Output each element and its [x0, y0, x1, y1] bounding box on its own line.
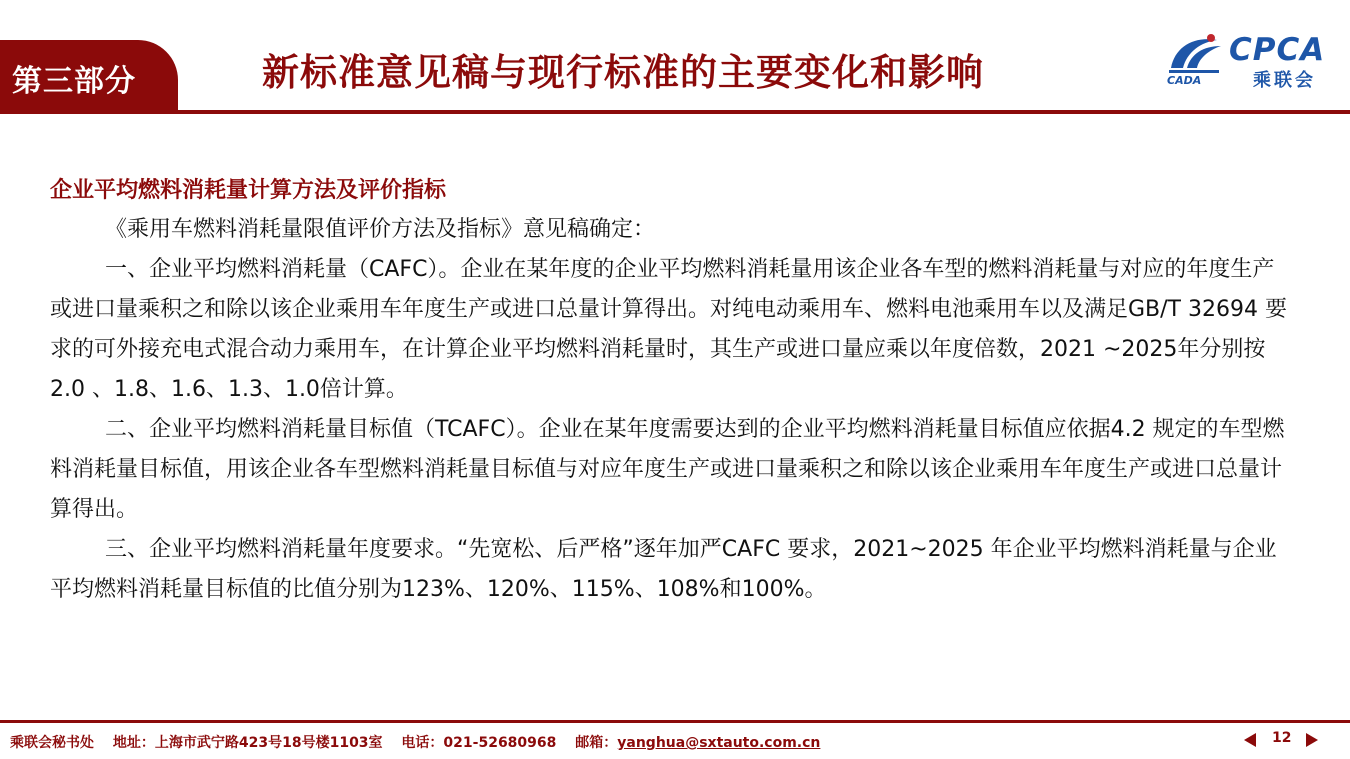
paragraph-annual-requirement: 三、企业平均燃料消耗量年度要求。“先宽松、后严格”逐年加严CAFC 要求，2021~2025 年企业平均燃料消耗量与企业平均燃料消耗量目标值的比值分别为123%、120%、115%、108%和100%。 [50, 537, 1277, 602]
content-heading: 企业平均燃料消耗量计算方法及评价指标 [50, 178, 447, 203]
section-label: 第三部分 [12, 64, 136, 99]
cpca-logo [1165, 30, 1345, 92]
footer-phone: 电话：021-52680968 [401, 735, 557, 751]
footer-address: 地址：上海市武宁路423号18号楼1103室 [112, 735, 383, 751]
cada-text: CADA [1167, 74, 1202, 87]
footer-divider [0, 720, 1350, 723]
section-tab [0, 40, 178, 110]
header-divider [0, 110, 1350, 114]
footer-org: 乘联会秘书处 [10, 735, 94, 751]
prev-slide-icon[interactable] [1244, 733, 1256, 747]
cpca-sub-text: 乘联会 [1253, 70, 1316, 91]
paragraph-intro: 《乘用车燃料消耗量限值评价方法及指标》意见稿确定： [105, 217, 656, 242]
next-slide-icon[interactable] [1306, 733, 1318, 747]
cada-logo-icon [1165, 32, 1229, 80]
cpca-brand-text: CPCA [1229, 32, 1326, 68]
footer-contact [10, 732, 820, 752]
main-content [50, 172, 1290, 610]
page-number: 12 [1272, 730, 1292, 746]
footer-email-label: 邮箱： [575, 735, 618, 751]
paragraph-cafc: 一、企业平均燃料消耗量（CAFC）。企业在某年度的企业平均燃料消耗量用该企业各车型的燃料消耗量与对应的年度生产或进口量乘积之和除以该企业乘用车年度生产或进口总量计算得出。对纯电动乘用车、燃料电池乘用车以及满足GB/T 32694 要求的可外接充电式混合动力乘用车，在计算企业平均燃料消耗量时，其生产或进口量应乘以年度倍数，2021 ~2025年分别按2.0 、1.8、1.6、1.3、1.0倍计算。 [50, 257, 1287, 402]
header [0, 0, 1350, 118]
footer-email-link[interactable]: yanghua@sxtauto.com.cn [617, 735, 821, 751]
paragraph-tcafc: 二、企业平均燃料消耗量目标值（TCAFC）。企业在某年度需要达到的企业平均燃料消耗量目标值应依据4.2 规定的车型燃料消耗量目标值，用该企业各车型燃料消耗量目标值与对应年度生产或进口量乘积之和除以该企业乘用车年度生产或进口总量计算得出。 [50, 417, 1285, 522]
slide-pager [1244, 730, 1344, 752]
page-title: 新标准意见稿与现行标准的主要变化和影响 [262, 51, 984, 94]
